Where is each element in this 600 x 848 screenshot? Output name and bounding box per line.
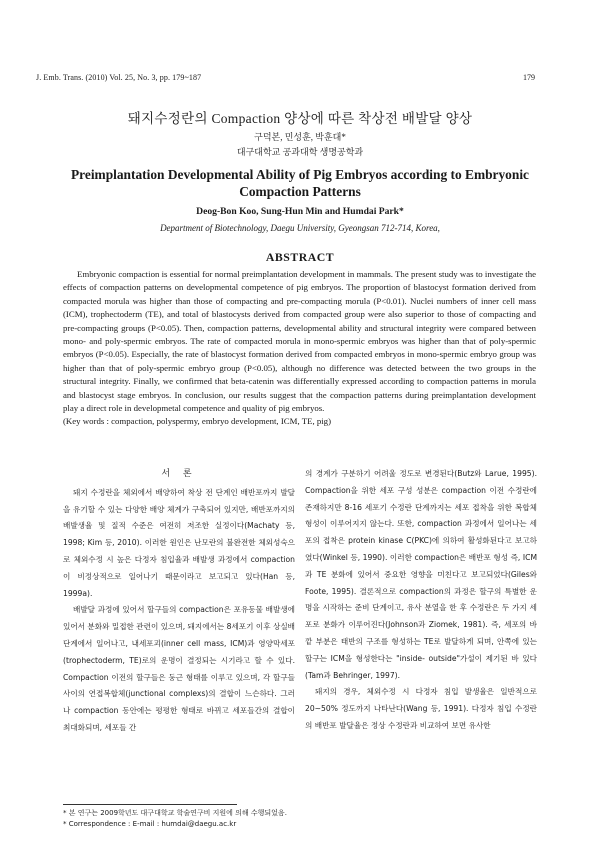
- footnotes: [63, 808, 533, 830]
- intro-paragraph-2: 배발달 과정에 있어서 할구들의 compaction은 포유동물 배발생에 있어서 분화와 밀접한 관련이 있으며, 돼지에서는 8세포기 이후 상실배 단계에서 일어나고, 내세포괴(inner cell mass, ICM)과 영양막세포(trophectoderm, TE)로의 운명이 결정되는 시기라고 할 수 있다. Compaction 이전의 할구들은 둥근 형태를 이루고 있으며, 각 할구들 사이의 연접복합체(junctional complexs)의 결합이 느슨하다. 그러나 compaction 동안에는 평평한 형태로 바뀌고 세포들간의 결합이 최대화되며, 세포들 간: [63, 605, 295, 732]
- page-number: 179: [523, 73, 535, 82]
- korean-affiliation: 대구대학교 공과대학 생명공학과: [236, 147, 364, 157]
- intro-paragraph-3: 돼지의 경우, 체외수정 시 다정자 침입 발생율은 일반적으로 20~50% 정도까지 나타난다(Wang 등, 1991). 다정자 침입 수정란의 배반포 발달율은 정상 수정란과 비교하여 보면 유사한: [305, 687, 537, 730]
- english-authors: Deog-Bon Koo, Sung-Hun Min and Humdai Park*: [196, 206, 404, 217]
- english-title: [50, 167, 550, 200]
- section-heading-introduction: 서 론: [161, 469, 197, 479]
- intro-paragraph-2-continued: 의 경계가 구분하기 어려울 정도로 변경된다(Butz와 Larue, 1995). Compaction을 위한 세포 구성 성분은 compaction 이전 수정란에 존재하지만 8-16 세포기 수정란 단계까지는 세포 접착을 위한 복합체 형성이 이루어지지 않는다. 또한, compaction 과정에서 일어나는 세포의 접착은 protein kinase C(PKC)에 의하여 활성화된다고 보고하였다(Winkel 등, 1990). 이러한 compaction은 배반포 형성 즉, ICM과 TE 분화에 있어서 중요한 영향을 미친다고 보고되었다(Giles와 Foote, 1995). 결론적으로 compaction의 과정은 할구의 특별한 운명을 시작하는 준비 단계이고, 유사 분열을 한 후 수정란은 두 가지 세포로 분화가 이루어진다(Johnson과 Ziomek, 1981). 즉, 세포의 바깥 부분은 태반의 구조를 형성하는 TE로 발달하게 되며, 안쪽에 있는 할구는 ICM을 형성한다는 "inside- outside"가설이 제기된 바 있다(Tam과 Behringer, 1997).: [305, 469, 537, 680]
- footnote-funding: * 본 연구는 2009학년도 대구대학교 학술연구비 지원에 의해 수행되었음.: [63, 809, 287, 817]
- body-column-left: [63, 466, 295, 737]
- abstract-text: Embryonic compaction is essential for normal preimplantation development in mammals. The present study was to investigate the effects of compaction patterns on developmental competence of pig embryos. The proportion of blastocyst formation derived from compacted morula was higher than those of compacting and pre-compacting morula (P<0.01). Nuclei numbers of inner cell mass (ICM), trophectoderm (TE), and total of blastocysts derived from compacted group were also superior to those of compacting and pre-compacting groups (P<0.05). Then, compaction patterns, developmental ability and structural integrity were compared between mono- and poly-spermic embryos. The rate of compacted morula in mono-spermic embryos was higher than that of poly-spermic embryos (P<0.05). Especially, the rate of blastocyst formation derived from compacted embryos in mono-spermic embryo group was higher than that of poly-spermic embryo group (P<0.05), although no difference was detected between the two groups in the structural integrity. Finally, we confirmed that beta-catenin was differentially expressed according to compaction patterns in morula and blastocyst stage embryos. In conclusion, our results suggest that the compaction patterns during preimplantation development play a direct role in developmetal competence and quality of pig embryos.: [63, 269, 536, 414]
- abstract-heading: ABSTRACT: [265, 250, 335, 264]
- intro-paragraph-1: 돼지 수정란을 체외에서 배양하여 착상 전 단계인 배반포까지 발달을 유기할 수 있는 다양한 배양 체계가 구축되어 있지만, 배반포까지의 배발생율 및 질적 수준은 여전히 저조한 실정이다(Machaty 등, 1998; Kim 등, 2010). 이러한 원인은 난모란의 불완전한 체외성숙으로 체외수정 시 높은 다정자 침입율과 배발생 과정에서 compaction이 비정상적으로 일어나기 때문이라고 보고되고 있다(Han 등, 1999a).: [63, 487, 295, 598]
- korean-authors: 구덕본, 민성훈, 박훈대*: [254, 132, 346, 142]
- abstract-body: [63, 268, 536, 429]
- footnote-divider: [63, 804, 237, 805]
- korean-title: 돼지수정란의 Compaction 양상에 따른 착상전 배발달 양상: [127, 111, 473, 126]
- keywords: (Key words : compaction, polyspermy, embryo development, ICM, TE, pig): [63, 416, 332, 427]
- footnote-correspondence: * Correspondence : E-mail : humdai@daegu.ac.kr: [63, 820, 237, 828]
- english-affiliation: Department of Biotechnology, Daegu University, Gyeongsan 712-714, Korea,: [160, 223, 440, 233]
- body-column-right: [305, 466, 537, 735]
- running-header: J. Emb. Trans. (2010) Vol. 25, No. 3, pp. 179~187: [36, 73, 202, 82]
- english-title-line1: Preimplantation Developmental Ability of Pig Embryos according to Embryonic: [71, 167, 529, 182]
- english-title-line2: Compaction Patterns: [239, 183, 361, 199]
